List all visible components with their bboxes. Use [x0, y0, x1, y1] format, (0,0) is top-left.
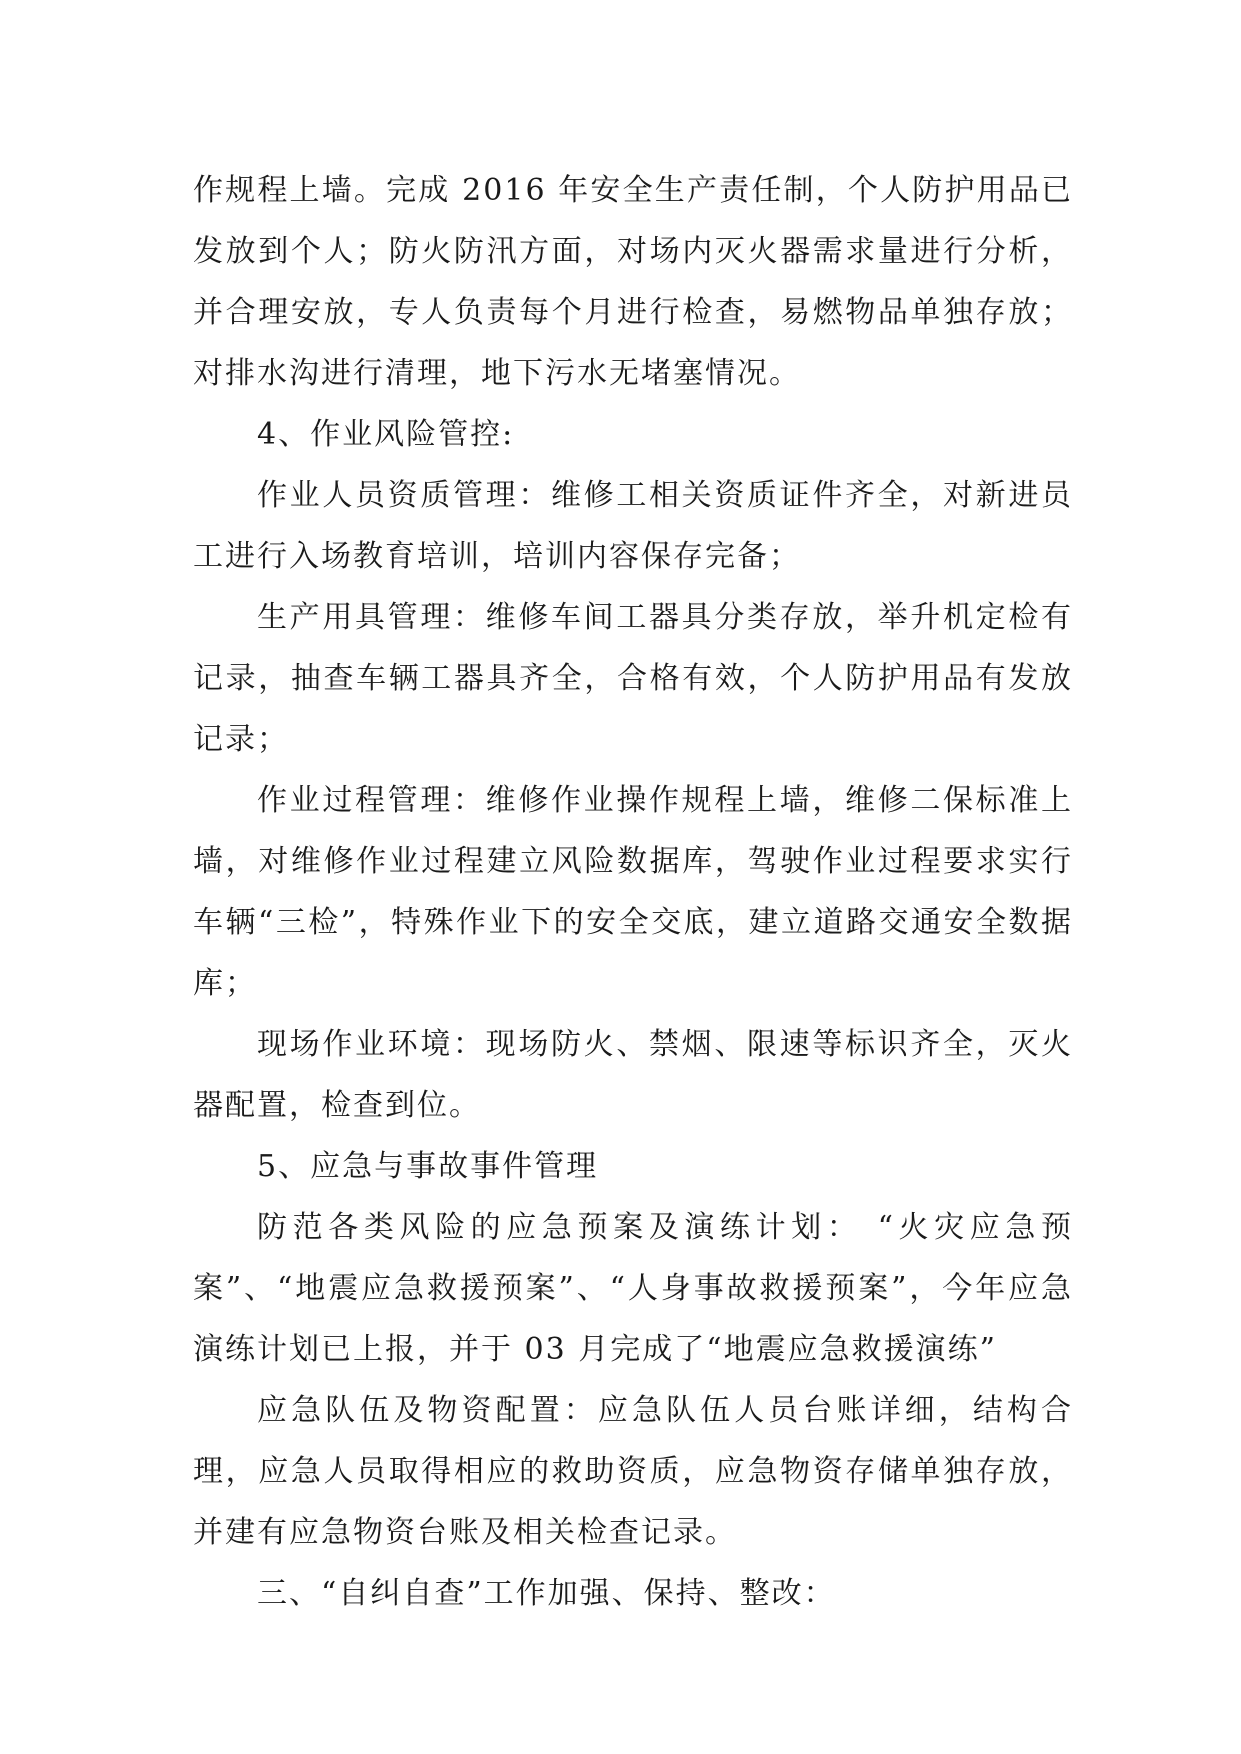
body-paragraph: 作业人员资质管理：维修工相关资质证件齐全，对新进员工进行入场教育培训，培训内容保存完备； [193, 478, 1073, 574]
body-paragraph: 现场作业环境：现场防火、禁烟、限速等标识齐全，灭火器配置，检查到位。 [193, 1027, 1073, 1123]
section-heading-self-inspection: 三、“自纠自查”工作加强、保持、整改： [257, 1576, 836, 1611]
body-paragraph: 生产用具管理：维修车间工器具分类存放，举升机定检有记录，抽查车辆工器具齐全，合格有效，个人防护用品有发放记录； [193, 600, 1073, 757]
body-paragraph: 防范各类风险的应急预案及演练计划： “火灾应急预案”、“地震应急救援预案”、“人身事故救援预案”，今年应急演练计划已上报，并于 03 月完成了“地震应急救援演练” [193, 1210, 1073, 1367]
body-paragraph: 作规程上墙。完成 2016 年安全生产责任制，个人防护用品已发放到个人；防火防汛方面，对场内灭火器需求量进行分析，并合理安放，专人负责每个月进行检查，易燃物品单独存放；对排水沟进行清理，地下污水无堵塞情况。 [193, 173, 1073, 391]
body-paragraph: 作业过程管理：维修作业操作规程上墙，维修二保标准上墙，对维修作业过程建立风险数据库，驾驶作业过程要求实行车辆“三检”，特殊作业下的安全交底，建立道路交通安全数据库； [193, 783, 1073, 1001]
section-heading-work-risk-control: 4、作业风险管控: [257, 417, 515, 452]
section-heading-emergency-management: 5、应急与事故事件管理 [257, 1149, 599, 1184]
document-body [193, 160, 1073, 1624]
body-paragraph: 应急队伍及物资配置：应急队伍人员台账详细，结构合理，应急人员取得相应的救助资质，应急物资存储单独存放，并建有应急物资台账及相关检查记录。 [193, 1393, 1073, 1550]
